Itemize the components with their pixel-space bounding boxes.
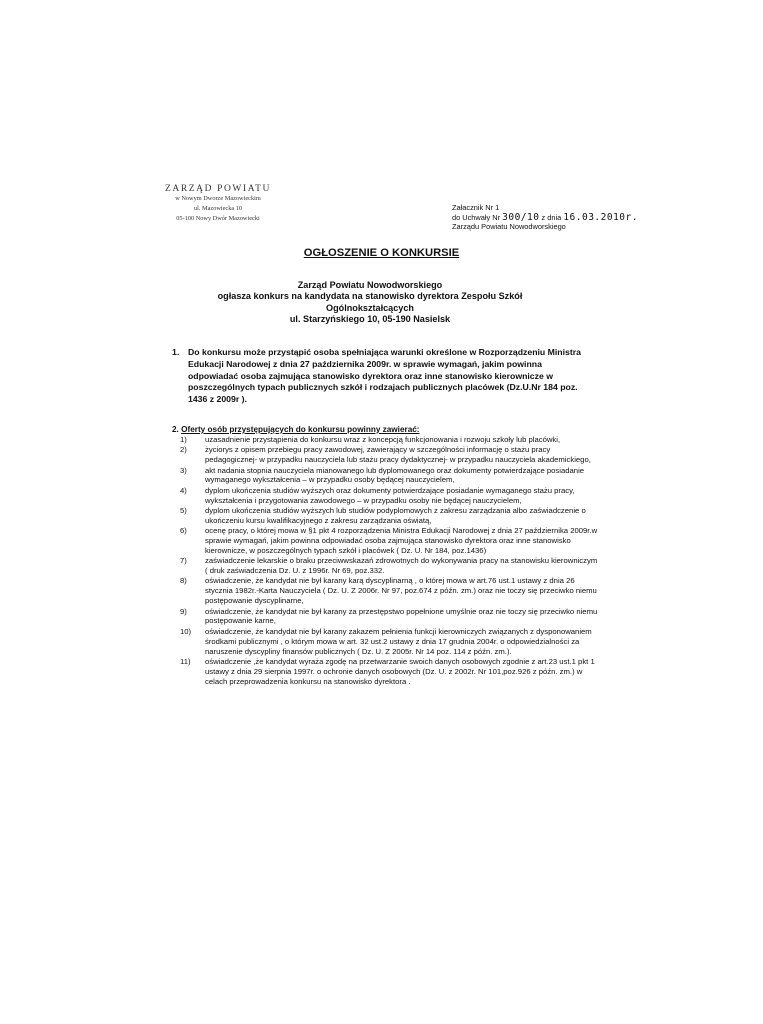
section-1 (172, 347, 592, 406)
intro-line-4: ul. Starzyńskiego 10, 05-190 Nasielsk (289, 314, 451, 325)
section-2-number: 2. (172, 425, 179, 434)
list-item-text: oświadczenie, że kandydat nie był karany za przestępstwo popełnione umyślnie oraz nie toczy się przeciwko niemu postępowanie karne, (205, 606, 598, 626)
list-item-number: 4) (180, 485, 187, 495)
section-1-number: 1. (172, 347, 180, 357)
list-item (180, 435, 600, 445)
document-heading (0, 243, 763, 261)
list-item-number: 7) (180, 556, 187, 566)
list-item-number: 9) (180, 606, 187, 616)
list-item-text: zaświadczenie lekarskie o braku przeciwwskazań zdrowotnych do wykonywania pracy na stanowisku kierowniczym ( druk zaświadczenia Dz. U. z 1996r. Nr 69, poz.332. (205, 556, 598, 576)
announcement-intro (150, 280, 590, 326)
list-item-number: 2) (180, 445, 187, 455)
annex-line-2 (452, 213, 638, 223)
document-title: OGŁOSZENIE O KONKURSIE (303, 247, 460, 259)
list-item-text: oświadczenie, że kandydat nie był karany karą dyscyplinarną , o której mowa w art.76 ust.1 ustawy z dnia 26 stycznia 1982r.-Karta Nauczyciela ( Dz. U. Z 2006r. Nr 97, poz.674 z późn. zm.) oraz nie toczy się przeciwko niemu postępowanie dyscyplinarne, (205, 576, 597, 606)
list-item (180, 556, 600, 576)
list-item (180, 627, 600, 657)
stamp-postal: 05-100 Nowy Dwór Mazowiecki (176, 215, 260, 222)
requirements-list (180, 435, 600, 687)
annex-date-label: z dnia (541, 212, 562, 222)
list-item-text: oświadczenie, że kandydat nie był karany zakazem pełnienia funkcji kierowniczych związanych z dysponowaniem środkami publicznymi , o którym mowa w art. 32 ust.2 ustawy z dnia 17 grudnia 2004r. o odpowiedzialności za naruszenie dyscypliny finansów publicznych ( Dz. U. Z 2005r. Nr 14 poz. 114 z późn. zm.). (205, 626, 592, 656)
annex-resolution-number: 300/10 (502, 211, 540, 223)
list-item-text: akt nadania stopnia nauczyciela mianowanego lub dyplomowanego oraz dokumenty potwierdzające posiadanie wymaganego wykształcenia – w przypadku osoby będącej nauczycielem, (205, 465, 585, 485)
stamp-location: w Nowym Dworze Mazowieckim (175, 195, 261, 202)
list-item-text: uzasadnienie przystąpienia do konkursu wraz z koncepcją funkcjonowania i rozwoju szkoły lub placówki, (205, 435, 561, 444)
annex-date: 16.03.2010r. (563, 211, 638, 223)
list-item-number: 8) (180, 576, 187, 586)
list-item-text: dyplom ukończenia studiów wyższych lub studiów podyplomowych z zakresu zarządzania albo zaświadczenie o ukończeniu kursu kwalifikacyjnego z zakresu zarządzania oświatą, (205, 505, 586, 525)
annex-resolution-prefix: do Uchwały Nr (452, 212, 501, 222)
list-item (180, 445, 600, 465)
list-item-number: 11) (180, 656, 191, 666)
list-item-number: 10) (180, 626, 192, 636)
annex-line-3: Zarządu Powiatu Nowodworskiego (452, 222, 566, 232)
list-item (180, 526, 600, 556)
list-item (180, 486, 600, 506)
office-stamp (143, 184, 293, 224)
annex-note (452, 203, 638, 232)
list-item-number: 6) (180, 526, 187, 536)
list-item (180, 657, 600, 687)
section-1-text: Do konkursu może przystąpić osoba spełniająca warunki określone w Rozporządzeniu Ministra Edukacji Narodowej z dnia 27 października 2009r. w sprawie wymagań, jakim powinna odpowiadać osoba zajmująca stanowisko dyrektora oraz inne stanowisko kierownicze w poszczególnych typach publicznych szkół i rodzajach publicznych placówek (Dz.U.Nr 184 poz. 1436 z 2009r ). (188, 347, 581, 405)
list-item-number: 1) (180, 435, 187, 444)
list-item (180, 576, 600, 606)
list-item (180, 506, 600, 526)
list-item-text: oświadczenie ,że kandydat wyraża zgodę na przetwarzanie swoich danych osobowych zgodnie z art.23 ust.1 pkt 1 ustawy z dnia 29 sierpnia 1997r. o ochronie danych osobowych (Dz. U. z 2002r. Nr 101,poz.926 z późn. zm.) w celach przeprowadzenia konkursu na stanowisko dyrektora . (205, 656, 595, 686)
list-item-text: życiorys z opisem przebiegu pracy zawodowej, zawierający w szczególności informację o stażu pracy pedagogicznej- w przypadku nauczyciela lub stażu pracy dydaktycznej- w przypadku nauczyciela akademickiego, (205, 445, 591, 465)
list-item-number: 3) (180, 465, 187, 475)
list-item-text: ocenę pracy, o której mowa w §1 pkt 4 rozporządzenia Ministra Edukacji Narodowej z dnia 27 października 2009r.w sprawie wymagań, jakim powinna odpowiadać osoba zajmująca stanowisko dyrektora oraz inne stanowisko kierownicze, w poszczególnych typach szkół i placówek ( Dz. U. Nr 184, poz.1436) (205, 526, 598, 555)
intro-line-3: Ogólnokształcących (326, 302, 414, 313)
annex-line-1: Załacznik Nr 1 (452, 203, 500, 212)
intro-line-1: Zarząd Powiatu Nowodworskiego (297, 280, 443, 290)
list-item-number: 5) (180, 505, 187, 515)
intro-line-2: ogłasza konkurs na kandydata na stanowisko dyrektora Zespołu Szkół (217, 291, 523, 302)
list-item (180, 466, 600, 486)
stamp-street: ul. Mazowiecka 10 (193, 205, 243, 212)
section-2-title: Oferty osób przystępujących do konkursu powinny zawierać: (181, 425, 420, 434)
stamp-title: ZARZĄD POWIATU (164, 184, 272, 194)
section-2-heading (172, 425, 420, 434)
list-item-text: dyplom ukończenia studiów wyższych oraz dokumenty potwierdzające posiadanie wymaganego stażu pracy, wykształcenia i przygotowania zawodowego – w przypadku osoby nie będącej nauczycielem, (205, 485, 575, 505)
list-item (180, 607, 600, 627)
